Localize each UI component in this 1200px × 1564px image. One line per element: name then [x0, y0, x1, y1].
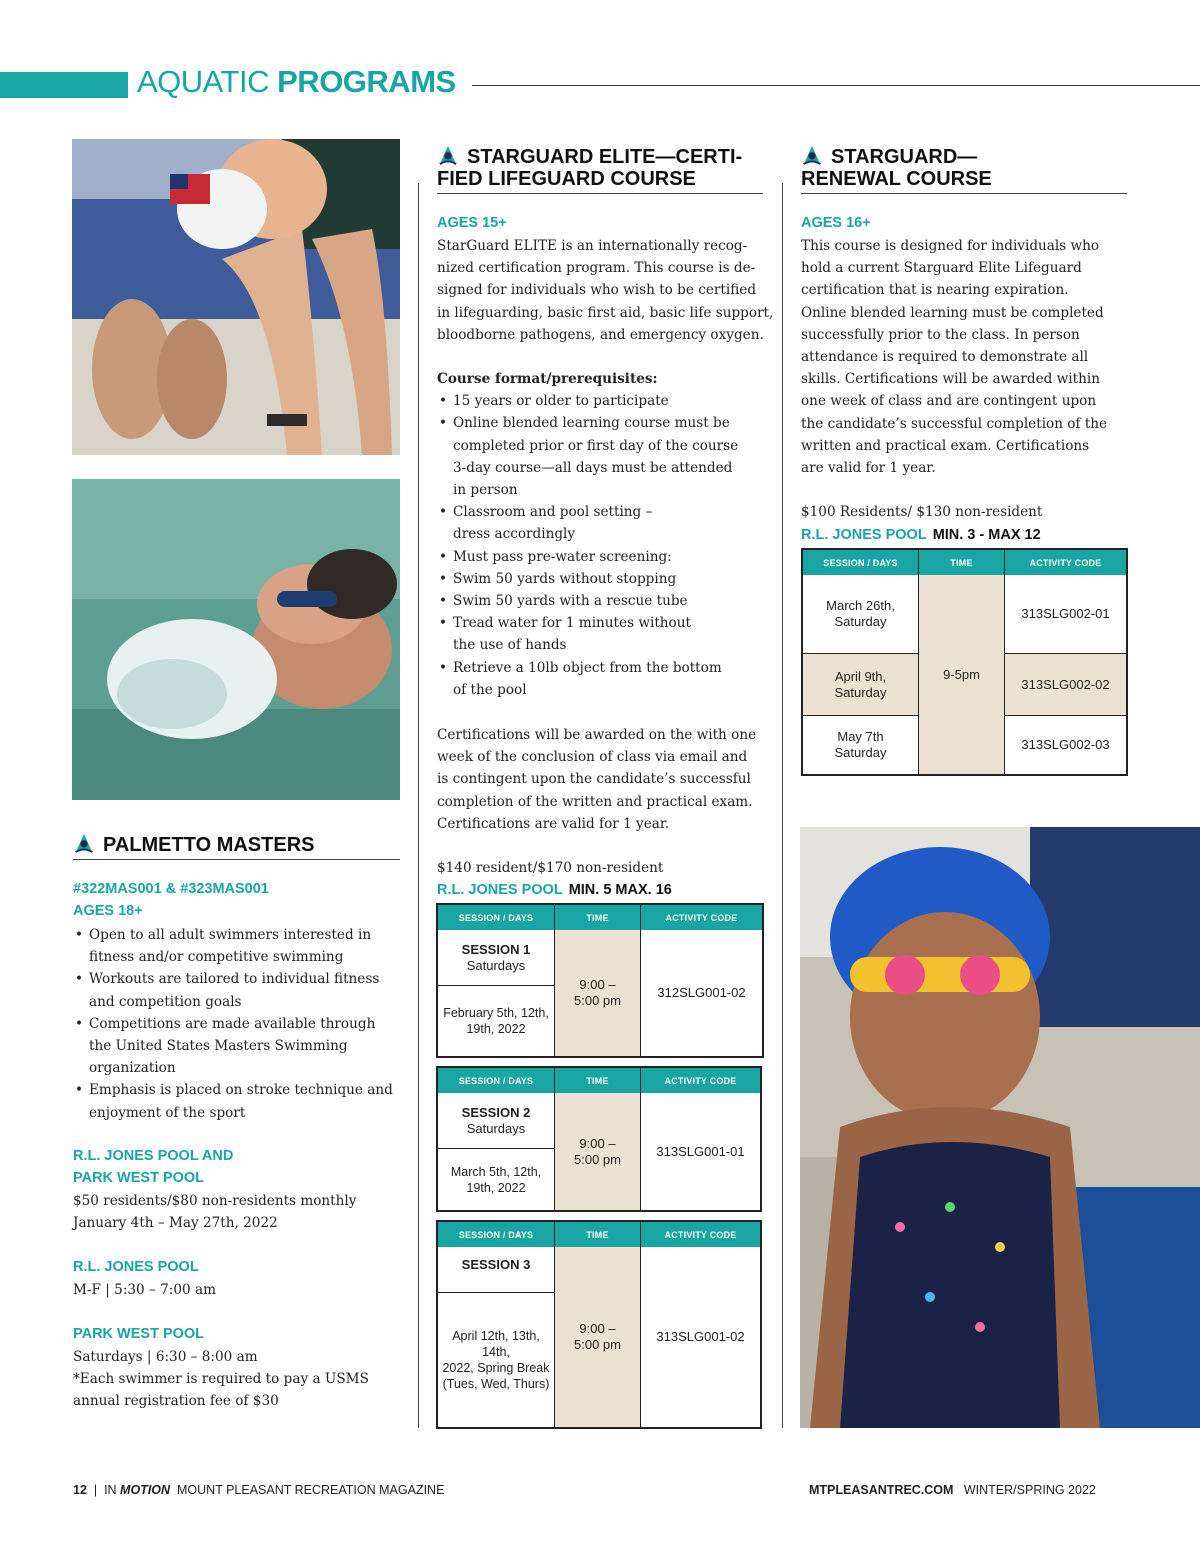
- palmetto-location-1-line2: PARK WEST POOL: [73, 1170, 205, 1186]
- list-item: • Classroom and pool setting – dress accordingly: [437, 501, 738, 545]
- list-item: • Swim 50 yards without stopping: [437, 568, 738, 590]
- text-line: StarGuard ELITE is an internationally recog-: [437, 238, 748, 254]
- text-line: nized certification program. This course is de-: [437, 260, 756, 277]
- list-item: • 15 years or older to participate: [437, 390, 738, 412]
- text-line: Online blended learning must be completed: [801, 304, 1104, 321]
- palmetto-codes: #322MAS001 & #323MAS001: [73, 881, 269, 897]
- palmetto-location-3: PARK WEST POOL: [73, 1326, 205, 1342]
- list-item: • Workouts are tailored to individual fitness and competition goals: [73, 968, 393, 1012]
- palmetto-heading-rule: [73, 859, 400, 860]
- session-time: 9:00 – 5:00 pm: [555, 930, 640, 1056]
- activity-code: 313SLG002-01: [1021, 606, 1110, 621]
- activity-code: 313SLG001-02: [656, 1329, 745, 1344]
- renewal-date: March 26th, Saturday: [826, 598, 895, 629]
- header-accent-bar: [0, 72, 128, 98]
- elite-format-heading: Course format/prerequisites:: [437, 371, 658, 387]
- session-time: 9:00 – 5:00 pm: [555, 1247, 640, 1427]
- list-item: • Swim 50 yards with a rescue tube: [437, 590, 738, 612]
- session-dates: April 12th, 13th, 14th, 2022, Spring Break (Tues, Wed, Thurs): [442, 1329, 550, 1391]
- text-line: skills. Certifications will be awarded within: [801, 371, 1100, 388]
- renewal-heading: STARGUARD— RENEWAL COURSE: [801, 146, 992, 190]
- renewal-body: [801, 235, 1107, 479]
- photo-girl-in-swim-cap: [800, 827, 1200, 1428]
- activity-code: 313SLG001-01: [656, 1143, 745, 1159]
- text-line: attendance is required to demonstrate all: [801, 349, 1089, 366]
- renewal-date: April 9th, Saturday: [803, 654, 918, 715]
- text-line: completion of the written and practical exam.: [437, 793, 753, 810]
- text-line: are valid for 1 year.: [801, 460, 936, 477]
- swimmer-logo-icon: [801, 144, 823, 166]
- footer-right: [809, 1483, 1096, 1497]
- text-line: signed for individuals who wish to be certified: [437, 282, 757, 299]
- text-line: hold a current Starguard Elite Lifeguard: [801, 260, 1082, 277]
- column-separator-left: [418, 183, 419, 1428]
- page-title: AQUATIC PROGRAMS: [137, 64, 456, 99]
- session-dates: February 5th, 12th, 19th, 2022: [443, 1006, 549, 1036]
- photo-backstroke-swimmer: [72, 479, 400, 800]
- session-name: SESSION 1 Saturdays: [461, 941, 531, 973]
- list-item: • Retrieve a 10lb object from the bottom of the pool: [437, 657, 738, 701]
- renewal-price: $100 Residents/ $130 non-resident: [801, 504, 1043, 520]
- footer-season: WINTER/SPRING 2022: [963, 1483, 1096, 1497]
- footer-left: 12 | IN MOTION MOUNT PLEASANT RECREATION MAGAZINE: [73, 1483, 445, 1497]
- header-rule: [472, 85, 1200, 86]
- elite-heading: STARGUARD ELITE—CERTI- FIED LIFEGUARD COURSE: [437, 146, 743, 190]
- elite-pool: R.L. JONES POOL MIN. 5 MAX. 16: [437, 882, 672, 898]
- renewal-date: May 7th Saturday: [834, 729, 887, 760]
- renewal-schedule-table: SESSION / DAYS TIME ACTIVITY CODE 9-5pm March 26th, Saturday 313SLG002-01 April 9th, Saturday 313SLG002-02 May 7th Saturday 313SLG002-03: [801, 548, 1128, 776]
- text-line: certification that is nearing expiration.: [801, 282, 1069, 299]
- text-line: Certifications are valid for 1 year.: [437, 815, 670, 832]
- text-line: written and practical exam. Certifications: [801, 437, 1090, 454]
- activity-code: 313SLG002-02: [1005, 654, 1126, 715]
- palmetto-location-1-line1: R.L. JONES POOL AND: [73, 1148, 234, 1164]
- session-name: SESSION 2 Saturdays: [461, 1104, 531, 1136]
- text-line: bloodborne pathogens, and emergency oxygen.: [437, 326, 764, 343]
- list-item: • Open to all adult swimmers interested in fitness and/or competitive swimming: [73, 924, 393, 968]
- photo-swimmers-on-blocks: [72, 139, 400, 455]
- elite-price: $140 resident/$170 non-resident: [437, 860, 664, 876]
- text-line: successfully prior to the class. In person: [801, 326, 1080, 343]
- text-line: is contingent upon the candidate’s successful: [437, 771, 751, 788]
- list-item: • Competitions are made available through the United States Masters Swimming organization: [73, 1013, 393, 1080]
- session-name: SESSION 3: [461, 1257, 531, 1272]
- palmetto-location-2-time: M-F | 5:30 – 7:00 am: [73, 1282, 216, 1298]
- activity-code: 312SLG001-02: [657, 985, 746, 1000]
- footer-website: MTPLEASANTREC.COM: [809, 1483, 954, 1497]
- swimmer-logo-icon: [437, 144, 459, 166]
- elite-ages: AGES 15+: [437, 215, 507, 231]
- palmetto-ages: AGES 18+: [73, 903, 143, 919]
- list-item: • Must pass pre-water screening:: [437, 546, 738, 568]
- text-line: in lifeguarding, basic first aid, basic life support,: [437, 304, 774, 321]
- session-time: 9:00 – 5:00 pm: [555, 1093, 640, 1210]
- page-number: 12: [73, 1483, 87, 1497]
- renewal-time: 9-5pm: [919, 575, 1004, 774]
- elite-session-3-table: SESSION / DAYS TIME ACTIVITY CODE 9:00 – 5:00 pm SESSION 3 April 12th, 13th, 14th, 2022, Spring Break (Tues, Wed, Thurs) 313SLG001-02: [436, 1220, 762, 1429]
- text-line: one week of class and are contingent upon: [801, 393, 1097, 410]
- elite-session-1-table: SESSION / DAYS TIME ACTIVITY CODE 9:00 – 5:00 pm SESSION 1 Saturdays February 5th, 12th, 19th, 2022 312SLG001-02: [436, 903, 764, 1058]
- text-line: This course is designed for individuals who: [801, 238, 1100, 254]
- elite-heading-rule: [437, 193, 763, 194]
- renewal-ages: AGES 16+: [801, 215, 871, 231]
- list-item: • Emphasis is placed on stroke technique and enjoyment of the sport: [73, 1079, 393, 1123]
- renewal-pool: R.L. JONES POOL MIN. 3 - MAX 12: [801, 527, 1041, 543]
- palmetto-heading: PALMETTO MASTERS: [73, 832, 314, 856]
- palmetto-location-3-details: Saturdays | 6:30 – 8:00 am *Each swimmer is required to pay a USMS annual registration fee of $30: [73, 1349, 369, 1410]
- list-item: • Online blended learning course must be completed prior or first day of the course 3-day course—all days must be attended in person: [437, 412, 738, 501]
- list-item: • Tread water for 1 minutes without the use of hands: [437, 612, 738, 656]
- elite-session-2-table: SESSION / DAYS TIME ACTIVITY CODE 9:00 – 5:00 pm SESSION 2 Saturdays March 5th, 12th, 19th, 2022 313SLG001-01: [436, 1066, 762, 1212]
- elite-intro: [437, 235, 773, 346]
- palmetto-location-2: R.L. JONES POOL: [73, 1259, 199, 1275]
- column-separator-right: [782, 183, 783, 1428]
- palmetto-location-1-details: $50 residents/$80 non-residents monthly January 4th – May 27th, 2022: [73, 1193, 357, 1232]
- renewal-heading-rule: [801, 193, 1127, 194]
- session-dates: March 5th, 12th, 19th, 2022: [450, 1164, 542, 1195]
- elite-format: [437, 368, 738, 701]
- palmetto-bullets: [73, 924, 393, 1124]
- text-line: week of the conclusion of class via email and: [437, 749, 748, 766]
- text-line: Certifications will be awarded on the with one: [437, 727, 757, 743]
- text-line: the candidate’s successful completion of the: [801, 415, 1108, 432]
- elite-certification-text: [437, 724, 756, 835]
- swimmer-logo-icon: [73, 832, 95, 854]
- activity-code: 313SLG002-03: [1021, 737, 1110, 752]
